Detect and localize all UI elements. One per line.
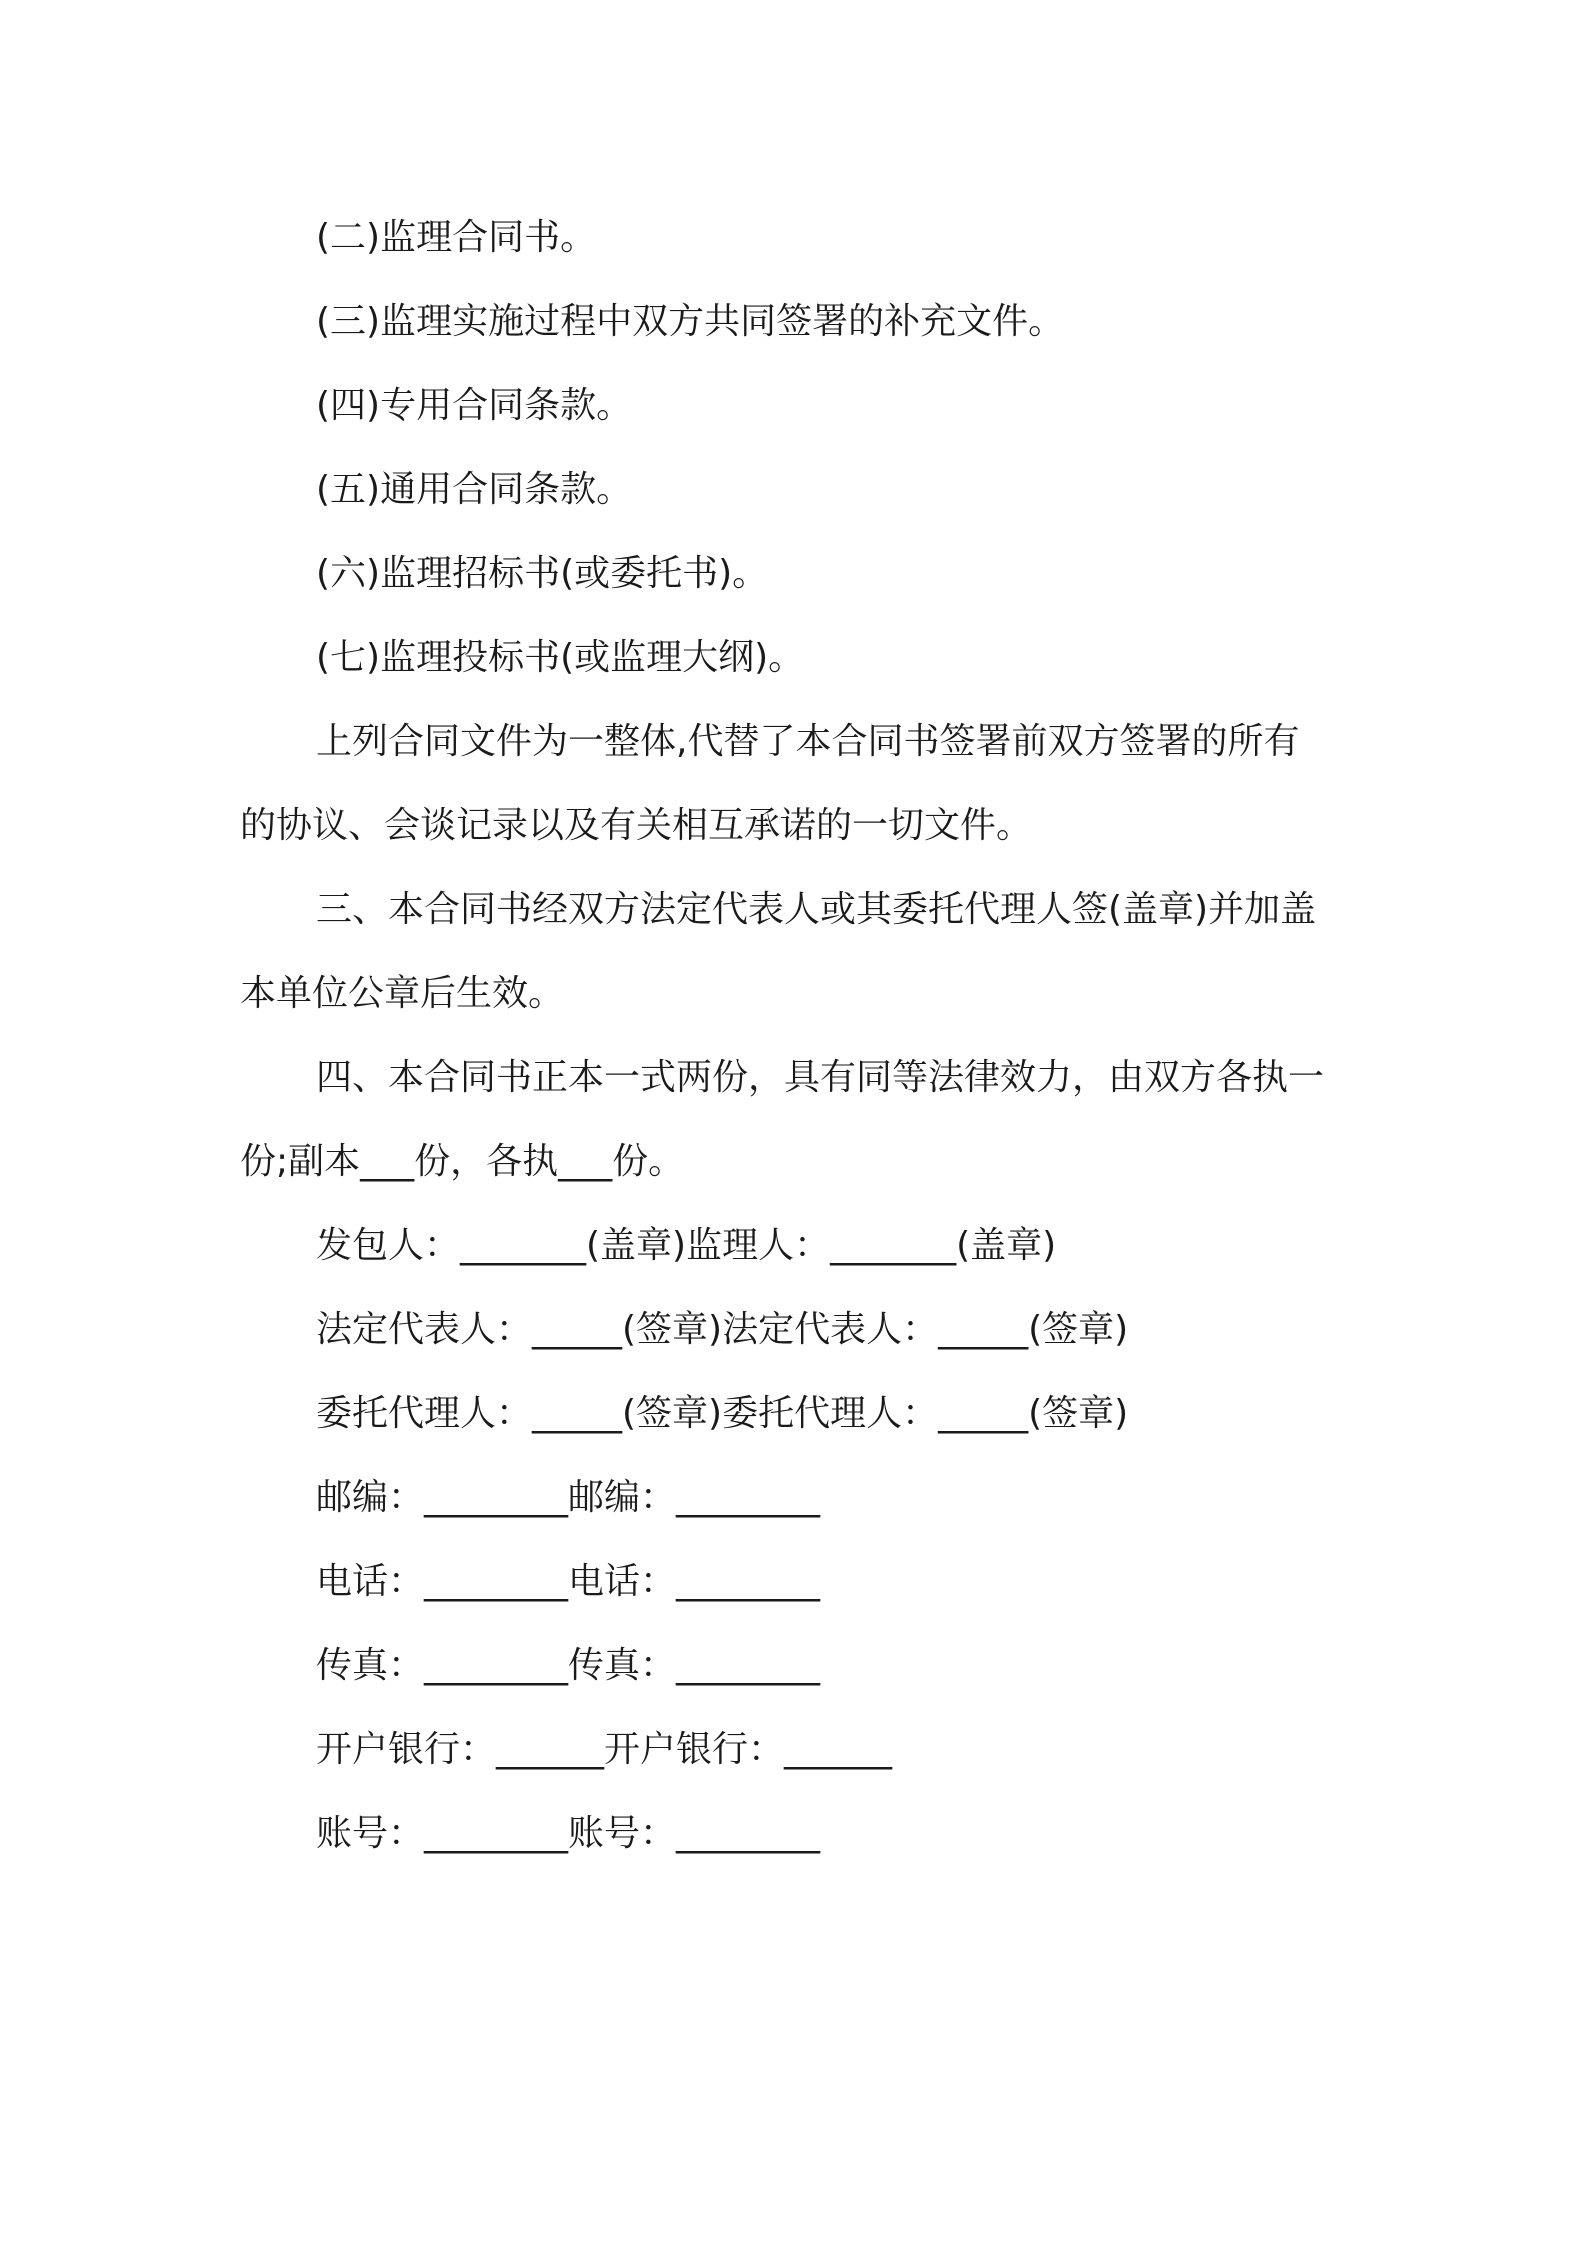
list-item-bid-doc: (七)监理投标书(或监理大纲)。 xyxy=(316,637,805,678)
info-row-bank: 开户银行：______开户银行：______ xyxy=(316,1729,893,1770)
list-item-contract-book: (二)监理合同书。 xyxy=(316,217,597,258)
document-body xyxy=(240,196,1370,1876)
clause-four-line-1: 四、本合同书正本一式两份，具有同等法律效力，由双方各执一 xyxy=(316,1057,1325,1098)
clause-three-line-2: 本单位公章后生效。 xyxy=(240,973,565,1014)
signature-row-legal-rep: 法定代表人：_____(签章)法定代表人：_____(签章) xyxy=(316,1309,1129,1350)
clause-four-line-2: 份;副本___份，各执___份。 xyxy=(240,1141,685,1182)
list-item-tender-doc: (六)监理招标书(或委托书)。 xyxy=(316,553,769,594)
list-item-general-terms: (五)通用合同条款。 xyxy=(316,469,633,510)
signature-row-party: 发包人：_______(盖章)监理人：_______(盖章) xyxy=(316,1225,1057,1266)
signature-row-agent: 委托代理人：_____(签章)委托代理人：_____(签章) xyxy=(316,1393,1129,1434)
list-item-special-terms: (四)专用合同条款。 xyxy=(316,385,633,426)
paragraph-whole-line-1: 上列合同文件为一整体,代替了本合同书签署前双方签署的所有 xyxy=(316,721,1300,762)
info-row-postcode: 邮编：________邮编：________ xyxy=(316,1477,821,1518)
clause-three-line-1: 三、本合同书经双方法定代表人或其委托代理人签(盖章)并加盖 xyxy=(316,889,1317,930)
info-row-account: 账号：________账号：________ xyxy=(316,1813,821,1854)
info-row-fax: 传真：________传真：________ xyxy=(316,1645,821,1686)
paragraph-whole-line-2: 的协议、会谈记录以及有关相互承诺的一切文件。 xyxy=(240,805,1033,846)
info-row-phone: 电话：________电话：________ xyxy=(316,1561,821,1602)
list-item-supplement-docs: (三)监理实施过程中双方共同签署的补充文件。 xyxy=(316,301,1065,342)
